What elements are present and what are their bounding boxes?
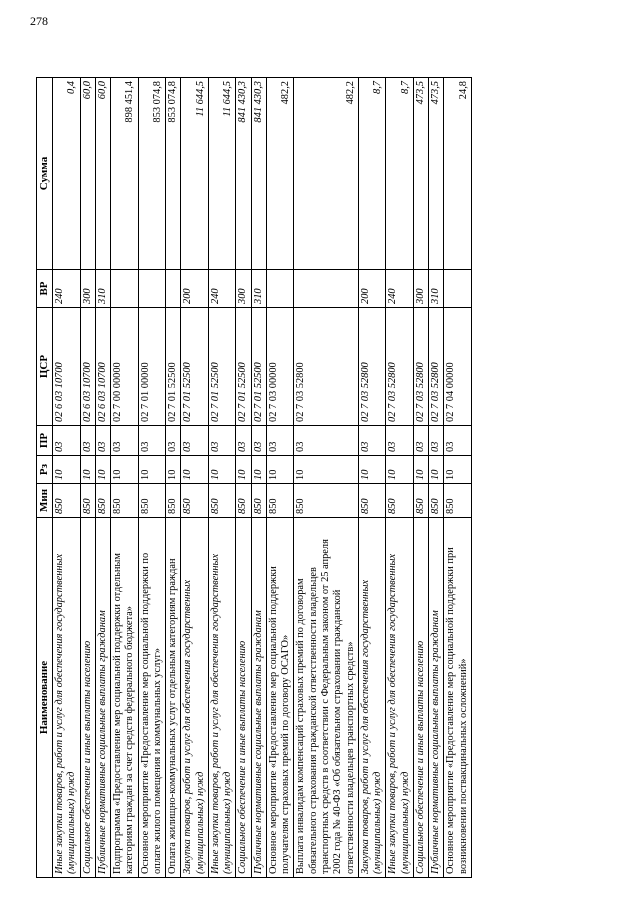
table-row: [413, 78, 428, 878]
cell-pr: 03: [429, 426, 444, 456]
header-sum: Сумма: [37, 78, 53, 270]
cell-pr: 03: [294, 426, 358, 456]
cell-rz: 10: [386, 456, 414, 484]
header-name: Наименование: [37, 518, 53, 878]
cell-csr: 02 7 03 52800: [294, 308, 358, 426]
cell-min: 850: [251, 484, 266, 518]
cell-rz: 10: [52, 456, 80, 484]
cell-vr: [111, 270, 139, 308]
table-row: [251, 78, 266, 878]
table-row: [294, 78, 358, 878]
cell-csr: 02 7 03 00000: [266, 308, 294, 426]
cell-sum: 0,4: [52, 78, 80, 270]
cell-name: Публичные нормативные социальные выплаты гражданам: [429, 518, 444, 878]
cell-vr: [294, 270, 358, 308]
cell-name: Закупка товаров, работ и услуг для обеспечения государственных (муниципальных) нужд: [358, 518, 386, 878]
cell-sum: 60,0: [95, 78, 110, 270]
cell-pr: 03: [266, 426, 294, 456]
table-row: [166, 78, 181, 878]
cell-csr: 02 7 03 52800: [358, 308, 386, 426]
cell-csr: 02 6 03 10700: [80, 308, 95, 426]
cell-min: 850: [429, 484, 444, 518]
header-csr: ЦСР: [37, 308, 53, 426]
cell-sum: 24,8: [444, 78, 472, 270]
cell-csr: 02 7 01 52500: [181, 308, 209, 426]
cell-min: 850: [266, 484, 294, 518]
cell-sum: 8,7: [358, 78, 386, 270]
cell-rz: 10: [358, 456, 386, 484]
cell-csr: 02 6 03 10700: [52, 308, 80, 426]
cell-name: Основное мероприятие «Предоставление мер социальной поддержки при возникновении поствакцинальных осложнений»: [444, 518, 472, 878]
cell-pr: 03: [358, 426, 386, 456]
cell-min: 850: [181, 484, 209, 518]
cell-rz: 10: [266, 456, 294, 484]
table-row: [95, 78, 110, 878]
cell-name: Публичные нормативные социальные выплаты гражданам: [251, 518, 266, 878]
cell-pr: 03: [80, 426, 95, 456]
cell-csr: 02 7 01 00000: [138, 308, 166, 426]
cell-csr: 02 7 01 52500: [251, 308, 266, 426]
page-number: 278: [30, 14, 48, 28]
cell-sum: 11 644,5: [181, 78, 209, 270]
cell-vr: 200: [358, 270, 386, 308]
cell-name: Социальное обеспечение и иные выплаты населению: [236, 518, 251, 878]
cell-csr: 02 6 03 10700: [95, 308, 110, 426]
table-row: [52, 78, 80, 878]
cell-sum: 482,2: [294, 78, 358, 270]
cell-pr: 03: [208, 426, 236, 456]
cell-sum: 8,7: [386, 78, 414, 270]
table-row: [444, 78, 472, 878]
cell-rz: 10: [429, 456, 444, 484]
cell-sum: 60,0: [80, 78, 95, 270]
cell-min: 850: [444, 484, 472, 518]
cell-csr: 02 7 03 52800: [413, 308, 428, 426]
cell-csr: 02 7 03 52800: [386, 308, 414, 426]
cell-min: 850: [386, 484, 414, 518]
cell-pr: 03: [236, 426, 251, 456]
header-min: Мин: [37, 484, 53, 518]
cell-csr: 02 7 03 52800: [429, 308, 444, 426]
table-row: [80, 78, 95, 878]
cell-rz: 10: [111, 456, 139, 484]
cell-name: Публичные нормативные социальные выплаты гражданам: [95, 518, 110, 878]
cell-csr: 02 7 04 00000: [444, 308, 472, 426]
cell-min: 850: [52, 484, 80, 518]
cell-sum: 482,2: [266, 78, 294, 270]
header-vr: ВР: [37, 270, 53, 308]
cell-name: Закупка товаров, работ и услуг для обеспечения государственных (муниципальных) нужд: [181, 518, 209, 878]
cell-vr: [444, 270, 472, 308]
cell-name: Основное мероприятие «Предоставление мер социальной поддержки по оплате жилого помещения и коммунальных услуг»: [138, 518, 166, 878]
cell-name: Иные закупки товаров, работ и услуг для обеспечения государственных (муниципальных) нужд: [208, 518, 236, 878]
cell-rz: 10: [413, 456, 428, 484]
cell-pr: 03: [251, 426, 266, 456]
cell-rz: 10: [80, 456, 95, 484]
cell-min: 850: [294, 484, 358, 518]
table-row: [266, 78, 294, 878]
cell-min: 850: [80, 484, 95, 518]
cell-min: 850: [413, 484, 428, 518]
cell-vr: 300: [236, 270, 251, 308]
table-row: [181, 78, 209, 878]
cell-sum: 841 430,3: [236, 78, 251, 270]
cell-min: 850: [236, 484, 251, 518]
cell-pr: 03: [166, 426, 181, 456]
cell-csr: 02 7 01 52500: [208, 308, 236, 426]
cell-min: 850: [208, 484, 236, 518]
table-row: [236, 78, 251, 878]
cell-pr: 03: [95, 426, 110, 456]
cell-rz: 10: [166, 456, 181, 484]
header-rz: Рз: [37, 456, 53, 484]
cell-rz: 10: [138, 456, 166, 484]
cell-rz: 10: [181, 456, 209, 484]
cell-vr: [266, 270, 294, 308]
cell-min: 850: [166, 484, 181, 518]
cell-pr: 03: [138, 426, 166, 456]
cell-sum: 11 644,5: [208, 78, 236, 270]
cell-vr: 240: [208, 270, 236, 308]
cell-pr: 03: [181, 426, 209, 456]
cell-name: Оплата жилищно-коммунальных услуг отдельным категориям граждан: [166, 518, 181, 878]
cell-name: Социальное обеспечение и иные выплаты населению: [413, 518, 428, 878]
cell-min: 850: [138, 484, 166, 518]
cell-vr: [166, 270, 181, 308]
table-row: [208, 78, 236, 878]
cell-name: Социальное обеспечение и иные выплаты населению: [80, 518, 95, 878]
cell-min: 850: [95, 484, 110, 518]
cell-name: Основное мероприятие «Предоставление мер социальной поддержки получателям страховых премий по договору ОСАГО»: [266, 518, 294, 878]
cell-pr: 03: [386, 426, 414, 456]
cell-sum: 841 430,3: [251, 78, 266, 270]
cell-vr: 240: [52, 270, 80, 308]
cell-name: Выплата инвалидам компенсаций страховых премий по договорам обязательного страхования гражданской ответственности владельцев транспортных средств в соответствии с Федеральным законом от 25 апреля 2002 года № 40-ФЗ «Об обязательном страховании гражданской ответственности владельцев транспортных средств»: [294, 518, 358, 878]
cell-vr: 310: [429, 270, 444, 308]
cell-rz: 10: [251, 456, 266, 484]
cell-pr: 03: [444, 426, 472, 456]
cell-name: Иные закупки товаров, работ и услуг для обеспечения государственных (муниципальных) нужд: [52, 518, 80, 878]
cell-min: 850: [358, 484, 386, 518]
cell-sum: 853 074,8: [166, 78, 181, 270]
cell-csr: 02 7 01 52500: [236, 308, 251, 426]
cell-sum: 853 074,8: [138, 78, 166, 270]
cell-pr: 03: [111, 426, 139, 456]
cell-sum: 898 451,4: [111, 78, 139, 270]
cell-rz: 10: [95, 456, 110, 484]
cell-csr: 02 7 00 00000: [111, 308, 139, 426]
cell-vr: [138, 270, 166, 308]
table-row: [429, 78, 444, 878]
cell-sum: 473,5: [429, 78, 444, 270]
table-row: [358, 78, 386, 878]
cell-csr: 02 7 01 52500: [166, 308, 181, 426]
cell-vr: 310: [95, 270, 110, 308]
cell-rz: 10: [236, 456, 251, 484]
cell-sum: 473,5: [413, 78, 428, 270]
table-row: [386, 78, 414, 878]
header-pr: ПР: [37, 426, 53, 456]
cell-vr: 300: [80, 270, 95, 308]
cell-rz: 10: [294, 456, 358, 484]
cell-vr: 200: [181, 270, 209, 308]
budget-table: [36, 77, 472, 878]
cell-name: Иные закупки товаров, работ и услуг для обеспечения государственных (муниципальных) нужд: [386, 518, 414, 878]
cell-vr: 240: [386, 270, 414, 308]
cell-rz: 10: [444, 456, 472, 484]
cell-min: 850: [111, 484, 139, 518]
cell-pr: 03: [52, 426, 80, 456]
table-header-row: [37, 78, 53, 878]
cell-vr: 310: [251, 270, 266, 308]
cell-name: Подпрограмма «Предоставление мер социальной поддержки отдельным категориям граждан за счет средств федерального бюджета»: [111, 518, 139, 878]
cell-rz: 10: [208, 456, 236, 484]
rotated-table-container: [36, 78, 606, 878]
table-row: [138, 78, 166, 878]
table-row: [111, 78, 139, 878]
cell-vr: 300: [413, 270, 428, 308]
cell-pr: 03: [413, 426, 428, 456]
